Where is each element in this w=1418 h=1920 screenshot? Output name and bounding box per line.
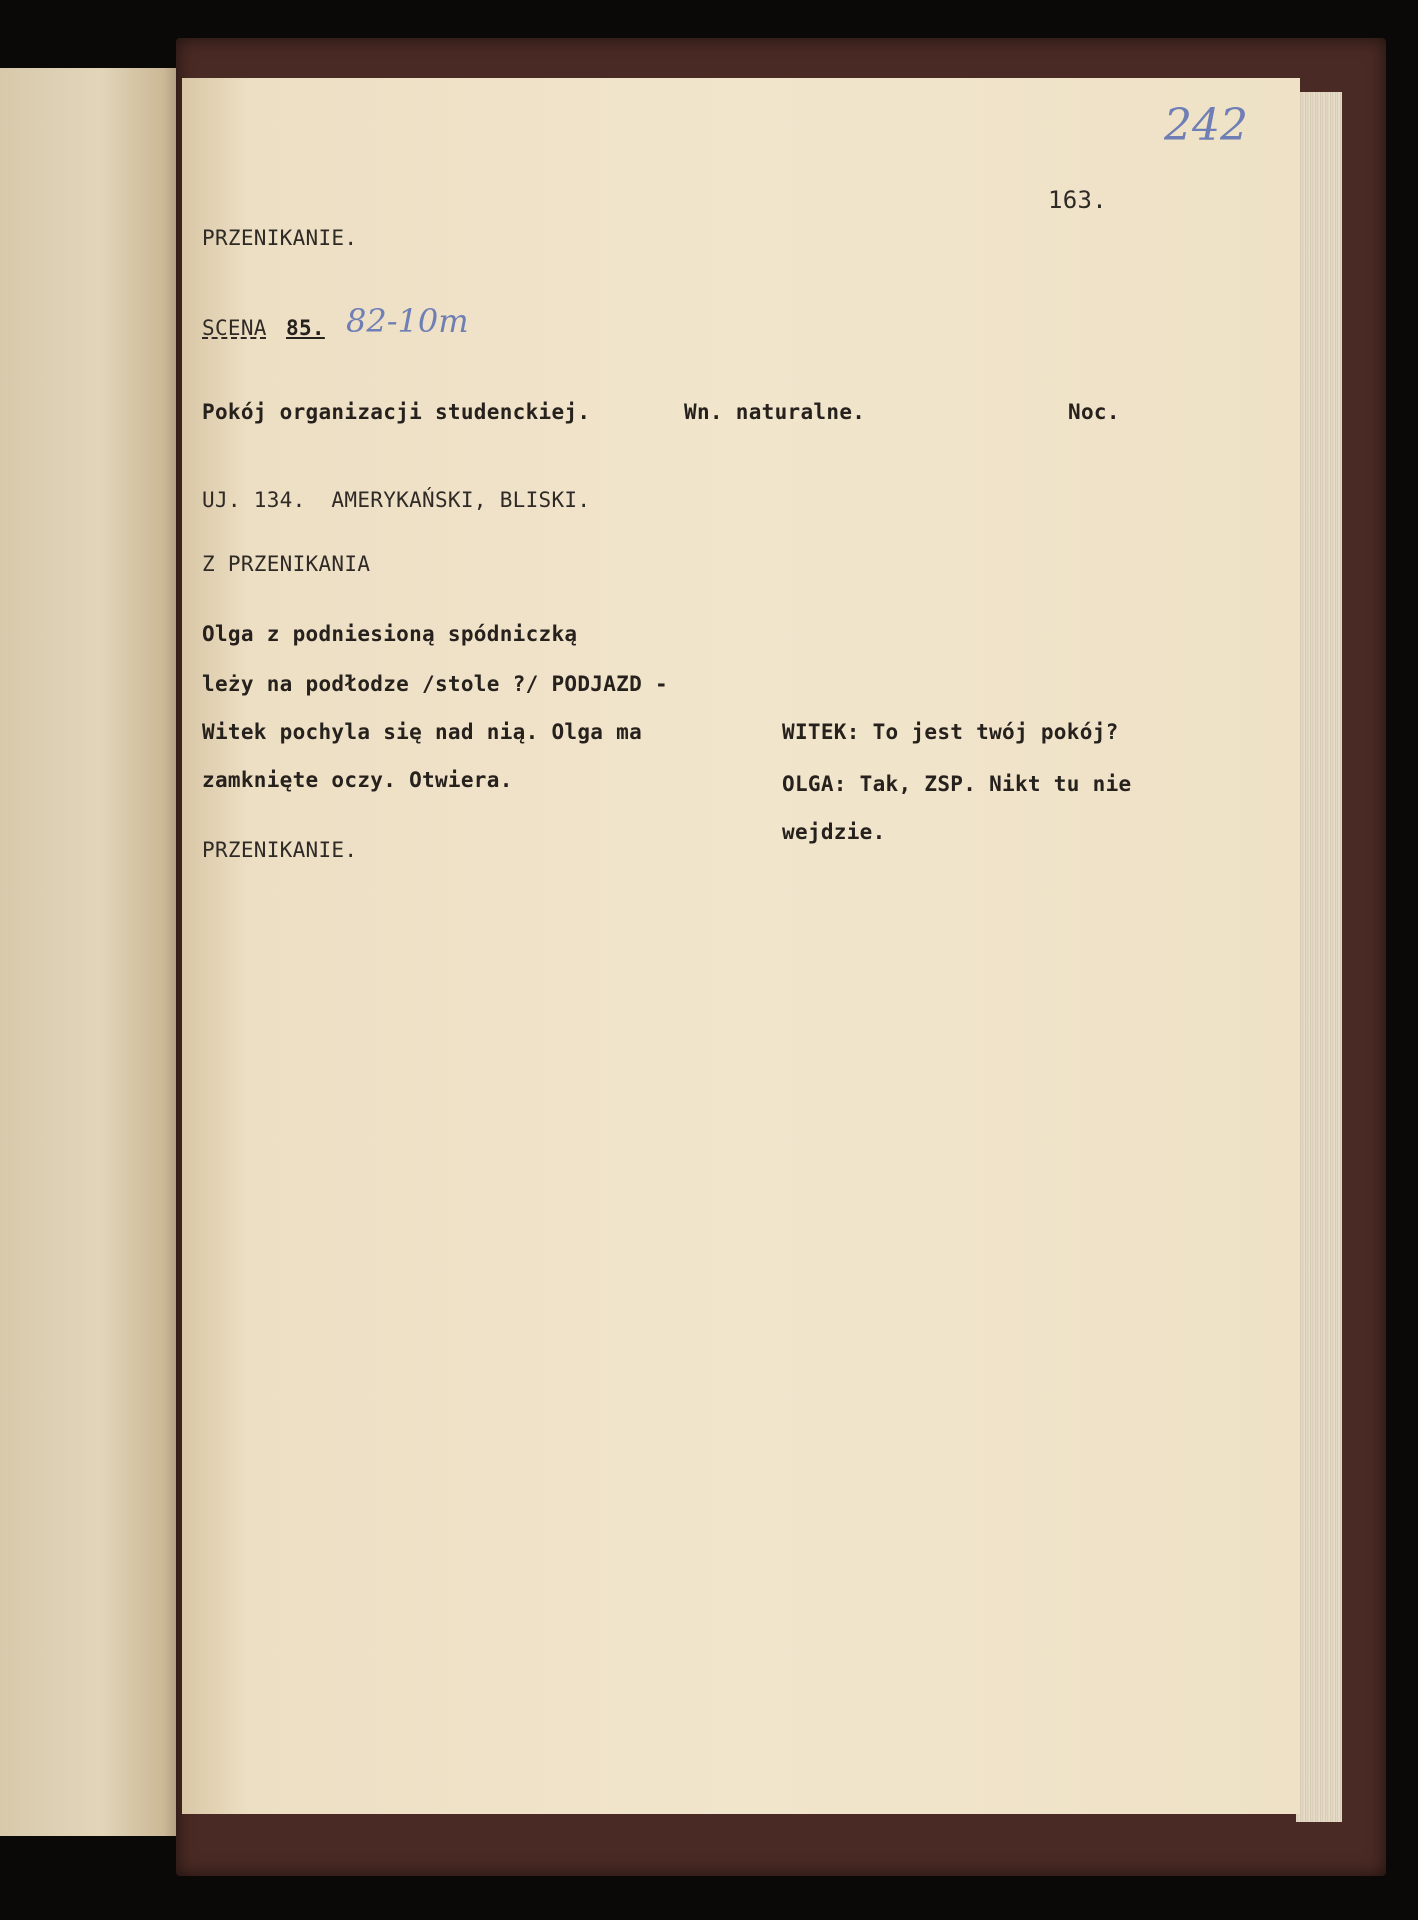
page-edges <box>1296 92 1342 1822</box>
setting-time: Noc. <box>1068 400 1120 424</box>
action-line-2: leży na podłodze /stole ?/ PODJAZD - <box>202 672 668 696</box>
scene-label: SCENA <box>202 316 267 340</box>
dialogue-line-2: OLGA: Tak, ZSP. Nikt tu nie <box>782 772 1132 796</box>
transition-from: Z PRZENIKANIA <box>202 552 371 576</box>
transition-bottom: PRZENIKANIE. <box>202 838 358 862</box>
transition-top: PRZENIKANIE. <box>202 226 358 250</box>
shot-line: UJ. 134. AMERYKAŃSKI, BLISKI. <box>202 488 591 512</box>
scene-number: 85. <box>286 316 325 340</box>
setting-location: Pokój organizacji studenckiej. <box>202 400 591 424</box>
action-line-1: Olga z podniesioną spódniczką <box>202 622 578 646</box>
action-line-3: Witek pochyla się nad nią. Olga ma <box>202 720 643 744</box>
left-page <box>0 68 182 1836</box>
document-page <box>182 78 1300 1814</box>
action-line-4: zamknięte oczy. Otwiera. <box>202 768 513 792</box>
page-number: 163. <box>1048 186 1107 214</box>
dialogue-line-3: wejdzie. <box>782 820 886 844</box>
scene-handwritten-note: 82-10m <box>346 302 469 340</box>
setting-interior: Wn. naturalne. <box>684 400 866 424</box>
dialogue-line-1: WITEK: To jest twój pokój? <box>782 720 1119 744</box>
archive-number: 242 <box>1164 100 1248 151</box>
